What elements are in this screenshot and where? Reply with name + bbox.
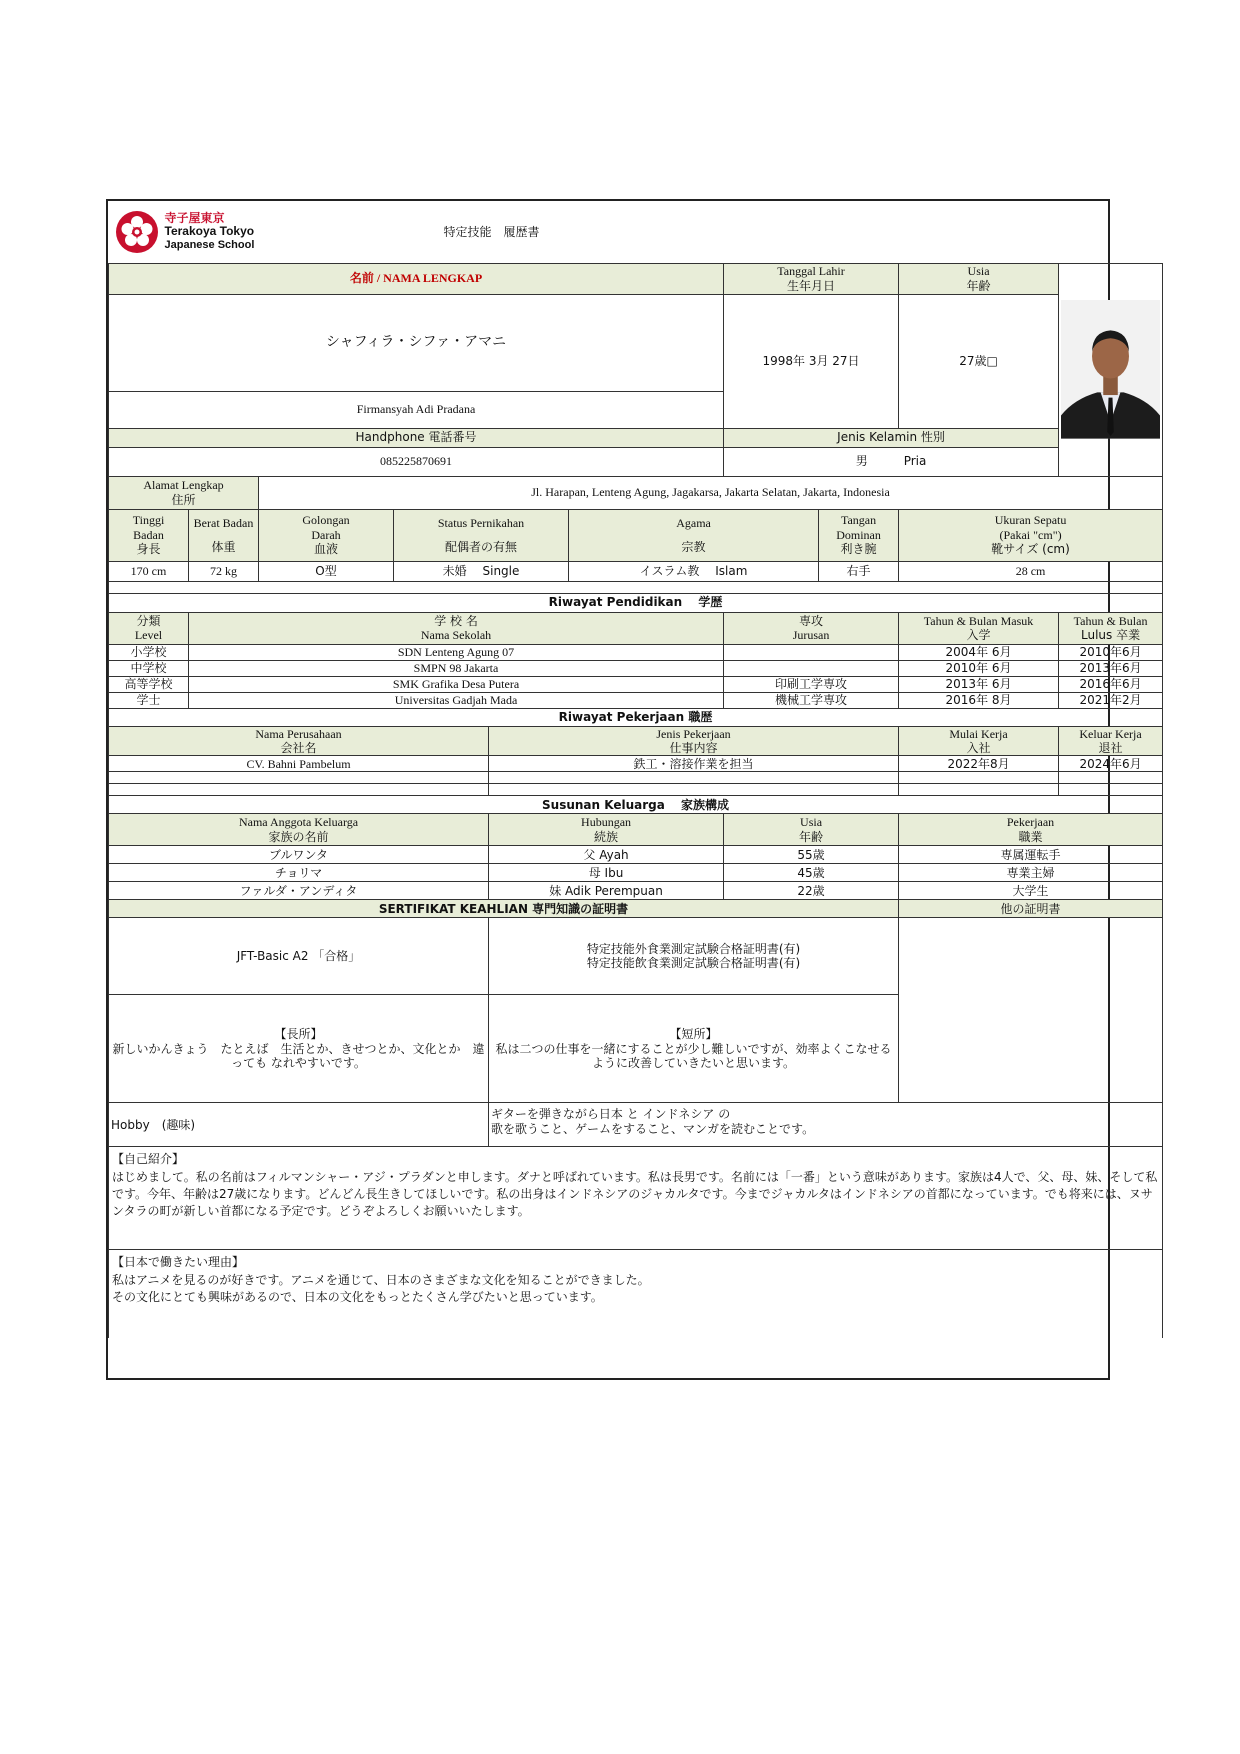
plum-blossom-logo-icon [115,210,159,254]
shoe-label: Ukuran Sepatu (Pakai "cm") 靴サイズ (cm) [899,509,1163,561]
hobby-value: ギターを弾きながら日本 と インドネシア の 歌を歌うこと、ゲームをすること、マンガを読むことです。 [489,1103,1163,1147]
logo-cell [109,201,394,263]
table-row [109,784,1163,796]
cert-skill: 特定技能外食業測定試験合格証明書(有) 特定技能飲食業測定試験合格証明書(有) [489,918,899,995]
table-row: 小学校 SDN Lenteng Agung 07 2004年 6月 2010年6月 [109,644,1163,660]
profile-photo [1061,300,1160,439]
blood-label: Golongan Darah 血液 [259,509,394,561]
resume-table [108,201,1163,1338]
self-intro-title: 【自己紹介】 [112,1152,185,1167]
page-title: 特定技能 履歴書 [443,224,540,239]
family-title: Susunan Keluarga 家族構成 [109,796,1163,814]
dob-value: 1998年 3月 27日 [724,294,899,428]
work-title: Riwayat Pekerjaan 職歴 [109,708,1163,726]
table-row: チョリマ 母 Ibu 45歳 専業主婦 [109,864,1163,882]
cert-title: SERTIFIKAT KEAHLIAN 専門知識の証明書 [109,900,899,918]
family-header-job: Pekerjaan 職業 [899,814,1163,846]
edu-header-major: 専攻 Jurusan [724,612,899,644]
hobby-label: Hobby (趣味) [109,1103,489,1147]
hand-value: 右手 [819,561,899,581]
table-row: ファルダ・アンディタ 妹 Adik Perempuan 22歳 大学生 [109,882,1163,900]
table-row: CV. Bahni Pambelum 鉄工・溶接作業を担当 2022年8月 2024年6月 [109,756,1163,772]
edu-header-level: 分類 Level [109,612,189,644]
reason-line1: 私はアニメを見るのが好きです。アニメを通じて、日本のさまざまな文化を知ることができました。 [112,1272,650,1287]
self-intro [109,1147,1163,1250]
family-header-age: Usia 年齢 [724,814,899,846]
resume-sheet [106,199,1158,1380]
shoe-value: 28 cm [899,561,1163,581]
spacer-row [109,581,1163,593]
table-row: ブルワンタ 父 Ayah 55歳 専属運転手 [109,846,1163,864]
height-label: Tinggi Badan 身長 [109,509,189,561]
marital-value: 未婚 Single [394,561,569,581]
reason-line2: その文化にとても興味があるので、日本の文化をもっとたくさん学びたいと思っています。 [112,1290,603,1305]
work-header-end: Keluar Kerja 退社 [1059,726,1163,756]
table-row: 高等学校 SMK Grafika Desa Putera 印刷工学専攻 2013年 6月 2016年6月 [109,676,1163,692]
religion-label: Agama 宗教 [569,509,819,561]
religion-value: イスラム教 Islam [569,561,819,581]
gender-value: 男 Pria [724,447,1059,476]
logo-line2: Terakoya Tokyo [164,224,255,239]
logo-line1: 寺子屋東京 [164,210,225,225]
weakness-cell: 【短所】 私は二つの仕事を一緒にすることが少し難しいですが、効率よくこなせるように改善していきたいと思います。 [489,995,899,1103]
edu-header-grad: Tahun & Bulan Lulus 卒業 [1059,612,1163,644]
name-katakana: シャフィラ・シファ・アマニ [109,294,724,391]
table-row: 中学校 SMPN 98 Jakarta 2010年 6月 2013年6月 [109,660,1163,676]
work-header-company: Nama Perusahaan 会社名 [109,726,489,756]
hand-label: Tangan Dominan 利き腕 [819,509,899,561]
table-row [109,772,1163,784]
strength-cell: 【長所】 新しいかんきょう たとえば 生活とか、きせつとか、文化とか 違っても なれやすいです。 [109,995,489,1103]
name-latin: Firmansyah Adi Pradana [109,391,724,428]
edu-header-entry: Tahun & Bulan Masuk 入学 [899,612,1059,644]
weight-label: Berat Badan 体重 [189,509,259,561]
family-header-relation: Hubungan 続族 [489,814,724,846]
logo-line3: Japanese School [164,239,255,252]
reason-title: 【日本で働きたい理由】 [112,1255,245,1270]
table-row: 学士 Universitas Gadjah Mada 機械工学専攻 2016年 8月 2021年2月 [109,692,1163,708]
other-cert-title: 他の証明書 [899,900,1163,918]
phone-label: Handphone 電話番号 [109,428,724,447]
phone-value: 085225870691 [109,447,724,476]
gender-label: Jenis Kelamin 性別 [724,428,1059,447]
self-intro-text: はじめまして。私の名前はフィルマンシャー・アジ・プラダンと申します。ダナと呼ばれています。私は長男です。名前には「一番」という意味があります。家族は4人で、父、母、妹、そして私です。今年、年齢は27歳になります。どんどん長生きしてほしいです。私の出身はインドネシアのジャカルタです。今までジャカルタはインドネシアの首都になっています。でも将来には、ヌサンタラの町が新しい首都になる予定です。どうぞよろしくお願いいたします。 [112,1169,1158,1219]
work-header-job: Jenis Pekerjaan 仕事内容 [489,726,899,756]
weight-value: 72 kg [189,561,259,581]
height-value: 170 cm [109,561,189,581]
name-label: 名前 / NAMA LENGKAP [109,263,724,294]
work-header-start: Mulai Kerja 入社 [899,726,1059,756]
address-value: Jl. Harapan, Lenteng Agung, Jagakarsa, Jakarta Selatan, Jakarta, Indonesia [259,476,1163,509]
marital-label: Status Pernikahan 配偶者の有無 [394,509,569,561]
age-value: 27歳□ [899,294,1059,428]
photo-cell [1059,263,1163,476]
reason-section [109,1250,1163,1338]
cert-jft: JFT-Basic A2 「合格」 [109,918,489,995]
other-cert-value [899,918,1163,1103]
dob-label: Tanggal Lahir 生年月日 [724,263,899,294]
blood-value: O型 [259,561,394,581]
age-label: Usia 年齢 [899,263,1059,294]
family-header-name: Nama Anggota Keluarga 家族の名前 [109,814,489,846]
education-title: Riwayat Pendidikan 学歴 [109,593,1163,612]
edu-header-school: 学 校 名 Nama Sekolah [189,612,724,644]
address-label: Alamat Lengkap 住所 [109,476,259,509]
